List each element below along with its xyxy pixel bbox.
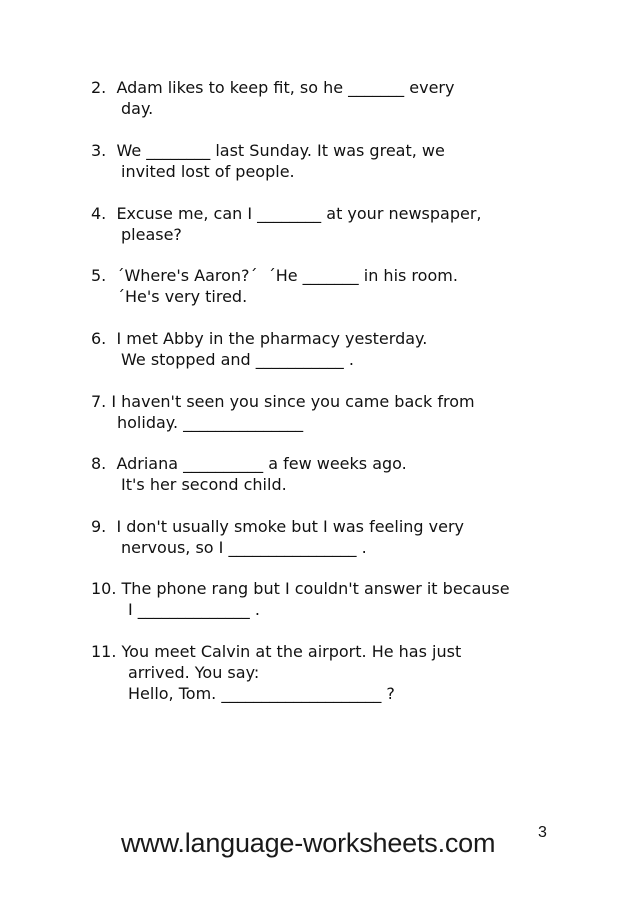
- exercise-11-line-2: arrived. You say:: [128, 663, 260, 682]
- exercise-2-line-2: day.: [121, 99, 154, 118]
- exercise-6-line-2: We stopped and ___________ .: [121, 350, 354, 369]
- exercise-10-line-1: 10. The phone rang but I couldn't answer it because: [91, 579, 510, 598]
- exercise-3-line-1: 3. We ________ last Sunday. It was great, we: [91, 141, 445, 160]
- exercise-5-line-2: ´He's very tired.: [117, 287, 248, 306]
- exercise-7-line-1: 7. I haven't seen you since you came back from: [91, 392, 475, 411]
- exercise-10-line-2: I ______________ .: [128, 600, 260, 619]
- exercise-8-line-2: It's her second child.: [121, 475, 287, 494]
- exercise-8-line-1: 8. Adriana __________ a few weeks ago.: [91, 454, 407, 473]
- exercise-9-line-1: 9. I don't usually smoke but I was feeling very: [91, 517, 465, 536]
- exercise-3-line-2: invited lost of people.: [121, 162, 295, 181]
- exercise-4-line-1: 4. Excuse me, can I ________ at your newspaper,: [91, 204, 482, 223]
- exercise-11-line-3: Hello, Tom. ____________________ ?: [128, 684, 395, 703]
- exercise-11-line-1: 11. You meet Calvin at the airport. He has just: [91, 642, 462, 661]
- exercise-7-line-2: holiday. _______________: [117, 413, 304, 432]
- exercise-4-line-2: please?: [121, 225, 182, 244]
- footer-website: www.language-worksheets.com: [121, 828, 496, 858]
- page-number: 3: [538, 824, 547, 841]
- exercise-9-line-2: nervous, so I ________________ .: [121, 538, 367, 557]
- exercise-5-line-1: 5. ´Where's Aaron?´ ´He _______ in his room.: [91, 266, 458, 285]
- exercise-2-line-1: 2. Adam likes to keep fit, so he _______ every: [91, 78, 455, 97]
- exercise-6-line-1: 6. I met Abby in the pharmacy yesterday.: [91, 329, 428, 348]
